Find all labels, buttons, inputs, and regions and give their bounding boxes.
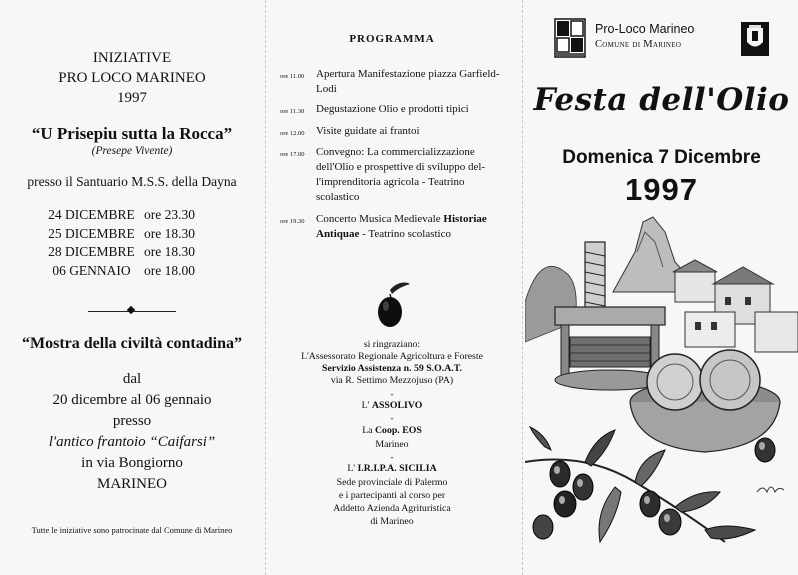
date-row bbox=[39, 262, 195, 281]
event1-place: presso il Santuario M.S.S. della Dayna bbox=[27, 174, 237, 189]
thanks-line: Servizio Assistenza n. 59 S.O.A.T. bbox=[322, 363, 462, 374]
program-time: ore 19.30 bbox=[280, 218, 305, 225]
date-row bbox=[39, 225, 195, 244]
festival-title: Festa dell'Olio bbox=[533, 82, 790, 118]
thanks-line bbox=[266, 400, 518, 413]
olive-press-illustration bbox=[525, 212, 798, 575]
heading-line: 1997 bbox=[117, 90, 147, 106]
thanks-bold: ASSOLIVO bbox=[371, 400, 423, 411]
program-title: PROGRAMMA bbox=[349, 33, 435, 45]
divider-diamond bbox=[127, 306, 135, 314]
date-row bbox=[39, 243, 195, 262]
event1-subtitle: (Presepe Vivente) bbox=[91, 145, 173, 157]
thanks-dash: - bbox=[390, 452, 394, 463]
thanks-line: e i partecipanti al corso per bbox=[338, 490, 446, 501]
thanks-prefix: L' bbox=[347, 463, 358, 474]
program-text-part: - Teatrino scolastico bbox=[359, 228, 451, 240]
date-time: ore 18.00 bbox=[144, 262, 195, 278]
program-text-part: Concerto Musica Medievale bbox=[316, 213, 444, 225]
thanks-dash: - bbox=[390, 389, 394, 400]
heading-line: PRO LOCO MARINEO bbox=[58, 70, 206, 86]
program-time: ore 11.00 bbox=[280, 73, 305, 80]
town-crest-icon bbox=[741, 22, 769, 56]
dates-list bbox=[39, 206, 195, 280]
festival-date: Domenica 7 Dicembre bbox=[562, 147, 761, 168]
program-text: Visite guidate ai frantoi bbox=[316, 125, 420, 137]
thanks-bold: I.R.I.P.A. SICILIA bbox=[357, 463, 437, 474]
thanks-line: via R. Settimo Mezzojuso (PA) bbox=[330, 375, 454, 386]
program-text: Degustazione Olio e prodotti tipici bbox=[316, 103, 469, 115]
program-item bbox=[280, 67, 510, 97]
event2-line: dal bbox=[122, 371, 142, 387]
event2-line: 20 dicembre al 06 gennaio bbox=[52, 392, 212, 408]
date-row bbox=[39, 206, 195, 225]
date-day: 24 DICEMBRE bbox=[48, 207, 135, 222]
date-day: 25 DICEMBRE bbox=[48, 225, 135, 241]
thanks-line: Sede provinciale di Palermo bbox=[336, 477, 448, 488]
date-day: 28 DICEMBRE bbox=[48, 244, 135, 259]
event2-line: presso bbox=[112, 413, 152, 429]
right-panel bbox=[525, 0, 798, 575]
thanks-line: Addetto Azienda Agrituristica bbox=[333, 503, 451, 514]
thanks-intro: si ringraziano: bbox=[363, 339, 421, 350]
festival-year: 1997 bbox=[625, 172, 698, 207]
proloco-logo-icon bbox=[554, 18, 586, 58]
program-time: ore 12.00 bbox=[280, 130, 305, 137]
program-item bbox=[280, 124, 510, 141]
event2-venue: l'antico frantoio “Caifarsi” bbox=[48, 434, 216, 450]
program-text bbox=[316, 212, 508, 242]
thanks-line bbox=[266, 463, 518, 476]
date-time: ore 18.30 bbox=[144, 225, 195, 241]
program-item bbox=[280, 145, 510, 205]
program-time: ore 11.30 bbox=[280, 108, 305, 115]
heading-line: INIZIATIVE bbox=[92, 50, 172, 66]
middle-panel bbox=[266, 0, 518, 575]
program-text: Convegno: La commercializzazione dell'Olio e prospettive di sviluppo del-l'imprenditoria agricola - Teatrino scolastico bbox=[316, 146, 486, 203]
program-text-bold: Historiae Antiquae bbox=[316, 213, 487, 240]
thanks-dash: - bbox=[390, 413, 394, 424]
date-time: ore 18.30 bbox=[144, 244, 195, 259]
event2-line: MARINEO bbox=[97, 476, 167, 492]
footer-note: Tutte le iniziative sono patrocinate dal Comune di Marineo bbox=[31, 525, 233, 535]
left-panel bbox=[0, 0, 264, 575]
thanks-prefix: La bbox=[362, 425, 375, 436]
program-item bbox=[280, 212, 510, 242]
thanks-prefix: L' bbox=[361, 400, 372, 411]
logo-name: Pro-Loco Marineo bbox=[595, 22, 695, 36]
event1-title: “U Prisepiu sutta la Rocca” bbox=[31, 124, 233, 143]
program-text: Apertura Manifestazione piazza Garfield-Lodi bbox=[316, 68, 500, 95]
thanks-line bbox=[266, 425, 518, 438]
date-time: ore 23.30 bbox=[144, 207, 195, 222]
olive-icon bbox=[370, 282, 414, 330]
date-day: 06 GENNAIO bbox=[52, 262, 131, 278]
event2-title: “Mostra della civiltà contadina” bbox=[22, 335, 242, 352]
fold-line bbox=[522, 0, 523, 575]
event2-line: in via Bongiorno bbox=[81, 455, 183, 471]
thanks-line: di Marineo bbox=[370, 516, 414, 527]
thanks-line: L'Assessorato Regionale Agricoltura e Foreste bbox=[301, 351, 483, 362]
program-time: ore 17.00 bbox=[280, 151, 305, 158]
thanks-line: Marineo bbox=[375, 439, 409, 450]
thanks-bold: Coop. EOS bbox=[374, 425, 422, 436]
logo-subtitle: Comune di Marineo bbox=[595, 39, 682, 50]
program-item bbox=[280, 102, 510, 119]
